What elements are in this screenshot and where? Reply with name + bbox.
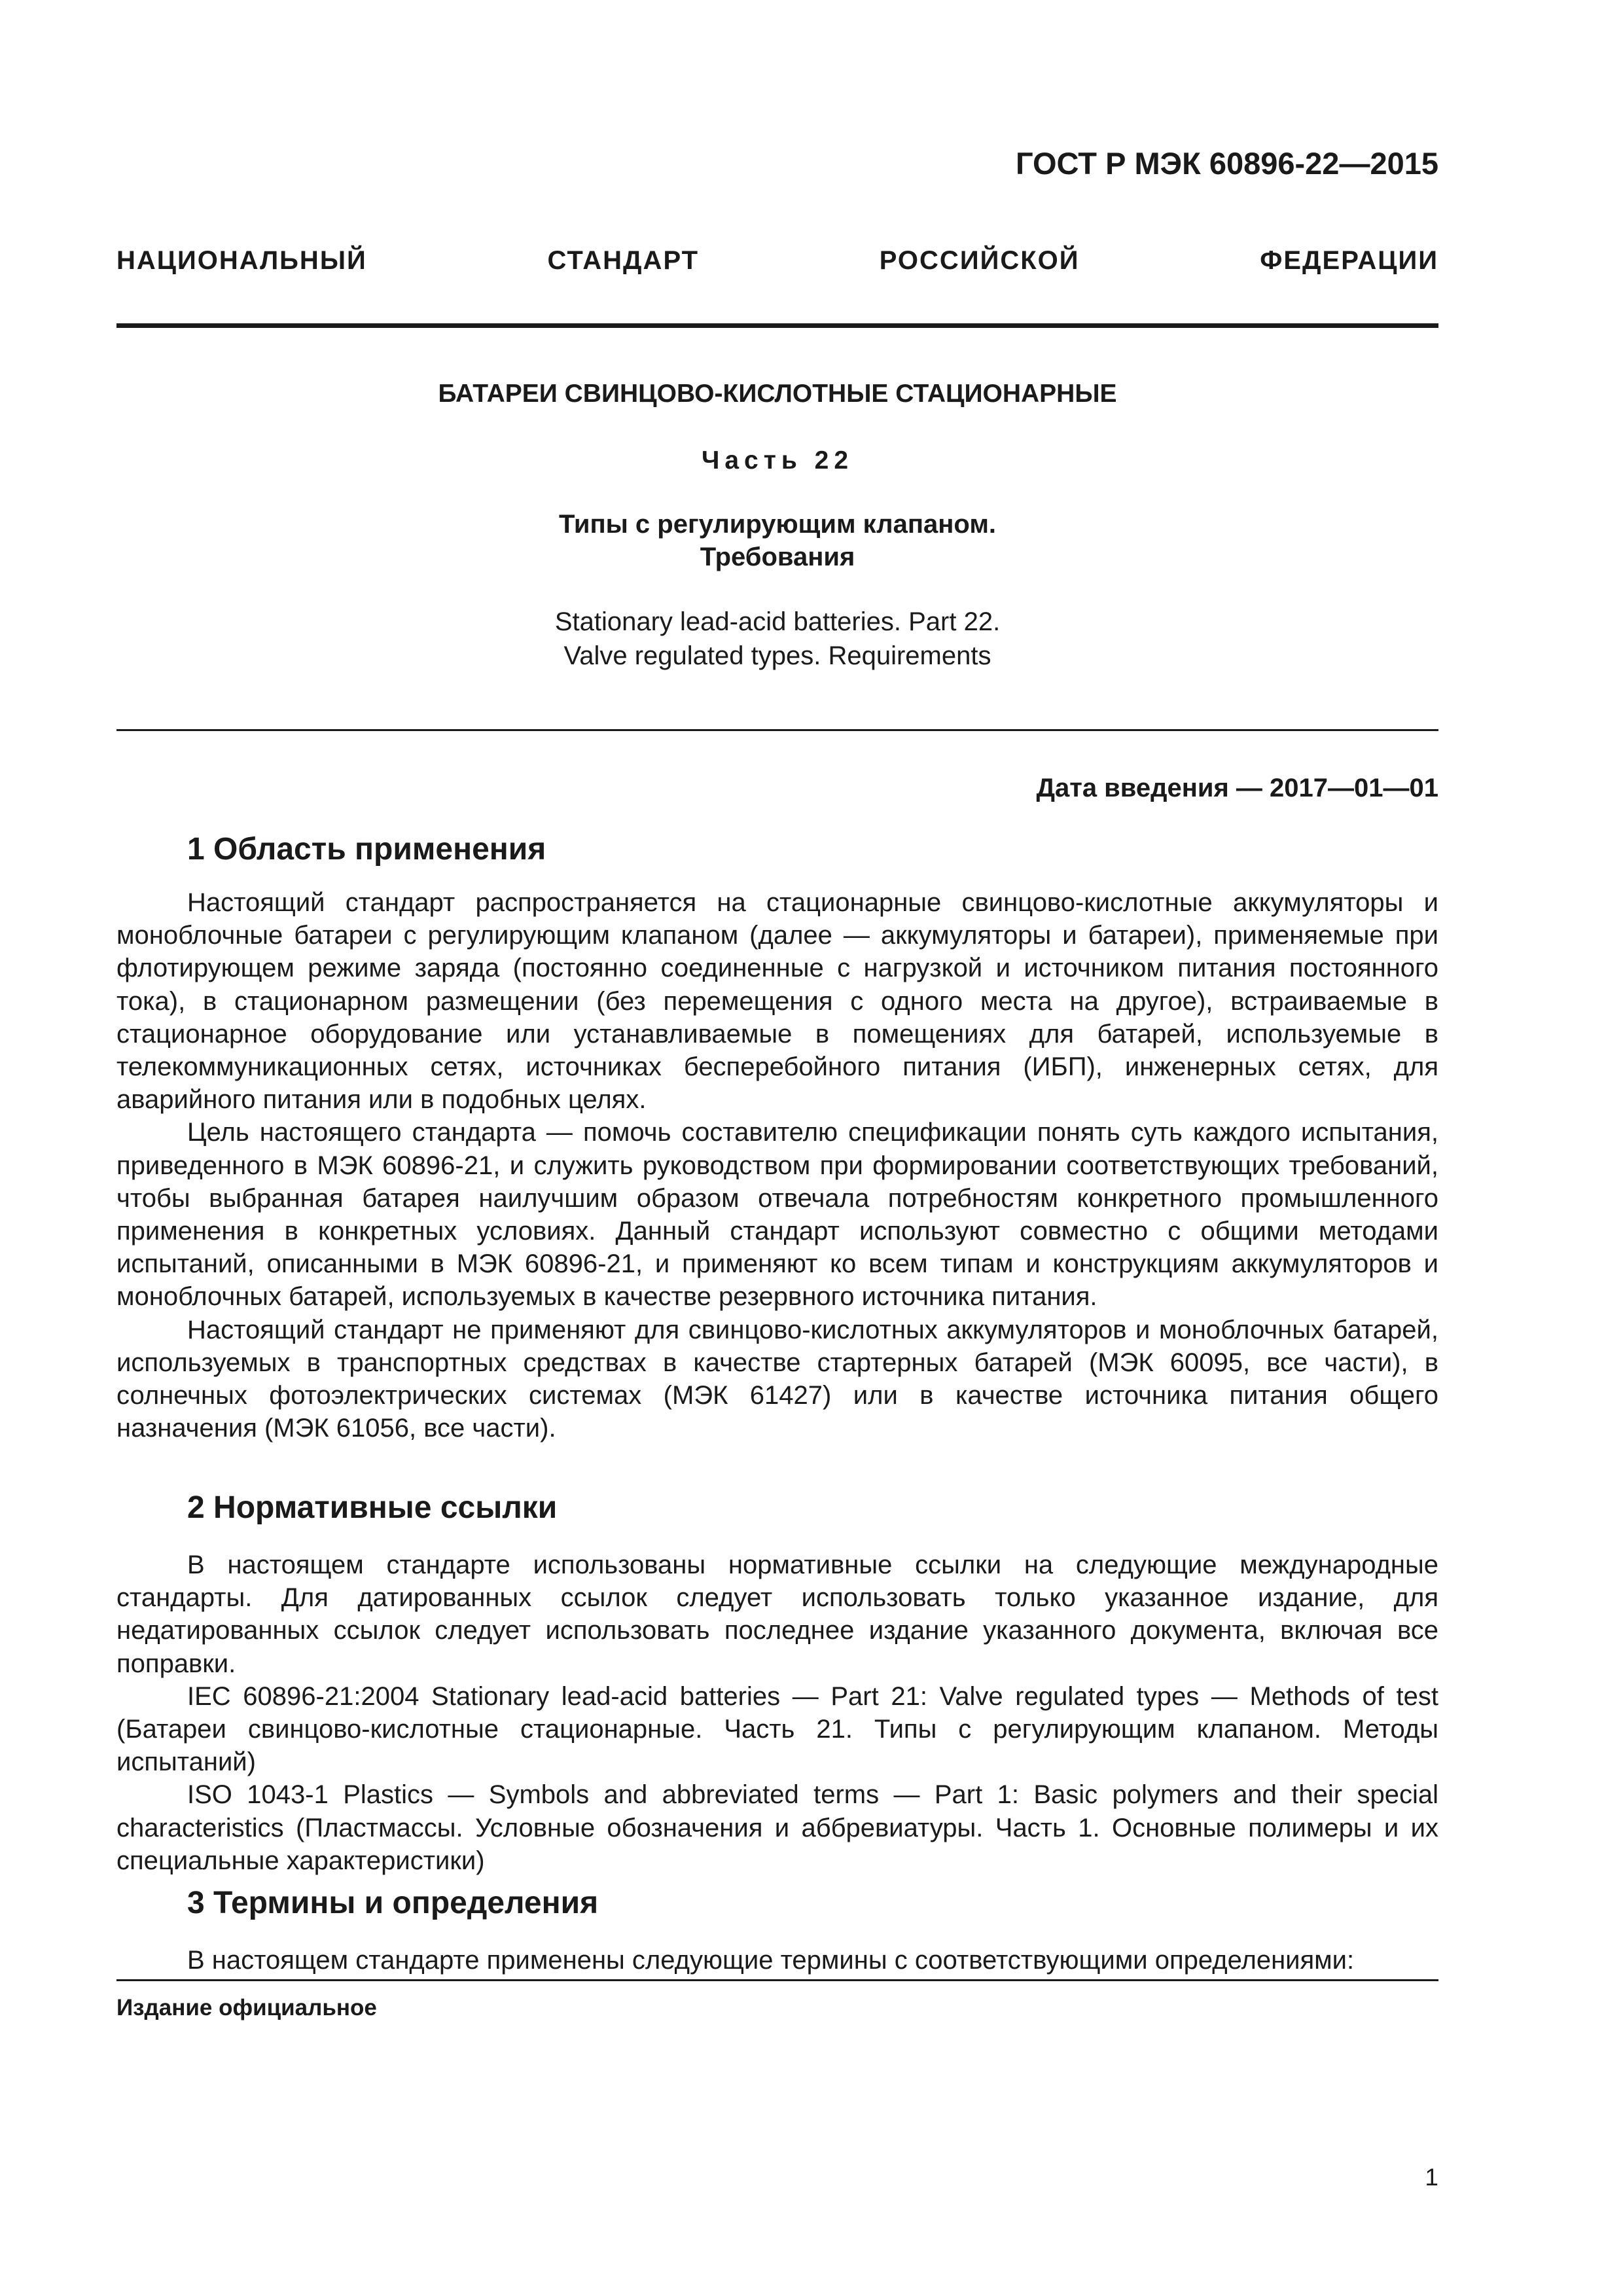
national-standard-banner: НАЦИОНАЛЬНЫЙ СТАНДАРТ РОССИЙСКОЙ ФЕДЕРАЦИИ [116, 246, 1438, 275]
document-subtitle [116, 508, 1438, 573]
paragraph: Цель настоящего стандарта — помочь составителю спецификации понять суть каждого испытания, приведенного в МЭК 60896-21, и служить руководством при формировании соответствующих требований, чтобы выбранная батарея наилучшим образом отвечала потребностям конкретного промышленного применения в конкретных условиях. Данный стандарт используют совместно с общими методами испытаний, описанными в МЭК 60896-21, и применяют ко всем типам и конструкциям аккумуляторов и моноблочных батарей, используемых в качестве резервного источника питания. [116, 1118, 1438, 1312]
paragraph: ISO 1043-1 Plastics — Symbols and abbreviated terms — Part 1: Basic polymers and their special characteristics (Пластмассы. Условные обозначения и аббревиатуры. Часть 1. Основные полимеры и их специальные характеристики) [116, 1780, 1438, 1875]
title-bottom-rule [116, 729, 1438, 731]
section-heading: 2 Нормативные ссылки [187, 1490, 558, 1525]
introduction-date: Дата введения — 2017—01—01 [1036, 774, 1438, 802]
header-thick-rule [116, 323, 1438, 328]
page-number: 1 [1425, 2164, 1438, 2191]
paragraph: В настоящем стандарте использованы нормативные ссылки на следующие международные стандарты. Для датированных ссылок следует использовать только указанное издание, для недатированных ссылок следует использовать последнее издание указанного документа, включая все поправки. [116, 1551, 1438, 1678]
english-title-line-1: Stationary lead-acid batteries. Part 22. [554, 607, 1001, 636]
paragraph: Настоящий стандарт распространяется на стационарные свинцово-кислотные аккумуляторы и моноблочные батареи с регулирующим клапаном (далее — аккумуляторы и батареи), применяемые при флотирующем режиме заряда (постоянно соединенные с нагрузкой и источником питания постоянного тока), в стационарном размещении (без перемещения с одного места на другое), встраиваемые в стационарное оборудование или устанавливаемые в помещениях для батарей, используемые в телекоммуникационных сетях, источниках бесперебойного питания (ИБП), инженерных сетях, для аварийного питания или в подобных целях. [116, 888, 1438, 1115]
subtitle-line-2: Требования [700, 543, 855, 571]
section-normative-references [116, 1488, 1438, 1877]
part-label: Часть 22 [701, 446, 854, 475]
official-edition-label: Издание официальное [116, 1995, 377, 2020]
section-heading: 1 Область применения [187, 832, 546, 867]
section-scope [116, 830, 1438, 1444]
standard-designation: ГОСТ Р МЭК 60896-22—2015 [1015, 146, 1438, 181]
section-heading: 3 Термины и определения [187, 1886, 599, 1920]
document-title: БАТАРЕИ СВИНЦОВО-КИСЛОТНЫЕ СТАЦИОНАРНЫЕ [438, 380, 1117, 408]
subtitle-line-1: Типы с регулирующим клапаном. [558, 510, 997, 539]
section-terms-definitions [116, 1884, 1438, 1977]
paragraph: В настоящем стандарте применены следующие термины с соответствующими определениями: [187, 1946, 1355, 1975]
english-title-line-2: Valve regulated types. Requirements [563, 641, 991, 670]
paragraph: IEC 60896-21:2004 Stationary lead-acid batteries — Part 21: Valve regulated types — Methods of test (Батареи свинцово-кислотные стационарные. Часть 21. Типы с регулирующим клапаном. Методы испытаний) [116, 1681, 1438, 1777]
english-title [116, 605, 1438, 673]
paragraph: Настоящий стандарт не применяют для свинцово-кислотных аккумуляторов и моноблочных батарей, используемых в транспортных средствах в качестве стартерных батарей (МЭК 60095, все части), в солнечных фотоэлектрических системах (МЭК 61427) или в качестве источника питания общего назначения (МЭК 61056, все части). [116, 1315, 1438, 1443]
footer-rule [116, 1979, 1438, 1981]
